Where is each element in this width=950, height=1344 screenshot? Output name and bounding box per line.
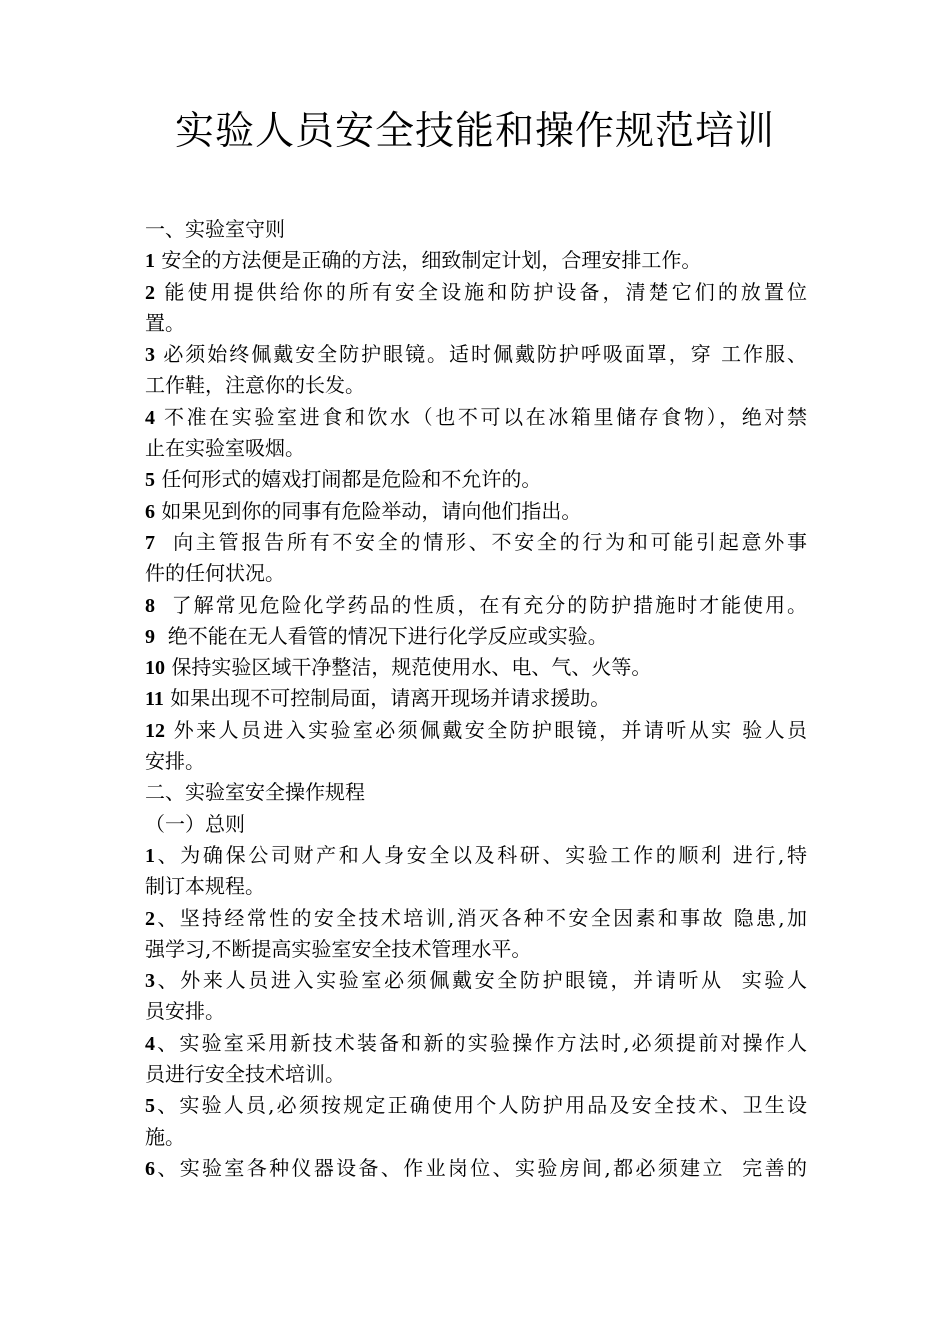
line-text: 、实验人员,必须按规定正确使用个人防护用品及安全技术、卫生设: [155, 1093, 807, 1118]
text-line: [145, 464, 807, 495]
document-title: 实验人员安全技能和操作规范培训: [174, 109, 775, 154]
line-text: 置。: [145, 310, 185, 335]
text-line: [145, 433, 807, 464]
item-number: 3: [145, 344, 155, 367]
item-number: 7: [145, 531, 155, 554]
text-line: [145, 777, 807, 808]
item-number: 12: [145, 719, 165, 742]
document-body: [145, 214, 807, 1184]
line-text: 件的任何状况。: [145, 561, 285, 586]
text-line: [145, 339, 807, 370]
text-line: [145, 370, 807, 401]
text-line: [145, 652, 807, 683]
text-line: [145, 590, 807, 621]
text-line: [145, 308, 807, 339]
item-number: 9: [145, 625, 155, 648]
text-line: [145, 558, 807, 589]
item-number: 11: [145, 688, 164, 711]
text-line: [145, 1153, 807, 1184]
text-line: [145, 840, 807, 871]
text-line: [145, 1090, 807, 1121]
line-text: 绝不能在无人看管的情况下进行化学反应或实验。: [155, 623, 608, 648]
line-text: 施。: [145, 1124, 185, 1149]
line-text: 强学习,不断提高实验室安全技术管理水平。: [145, 936, 532, 961]
text-line: [145, 746, 807, 777]
text-line: [145, 402, 807, 433]
line-text: 外来人员进入实验室必须佩戴安全防护眼镜，并请听从实 验人员: [165, 717, 807, 742]
item-number: 2: [145, 907, 155, 930]
text-line: [145, 965, 807, 996]
text-line: [145, 277, 807, 308]
item-number: 5: [145, 469, 155, 492]
line-text: 必须始终佩戴安全防护眼镜。适时佩戴防护呼吸面罩，穿 工作服、: [155, 342, 807, 367]
text-line: [145, 214, 807, 245]
text-line: [145, 934, 807, 965]
line-text: 如果见到你的同事有危险举动，请向他们指出。: [155, 498, 582, 523]
line-text: 员安排。: [145, 999, 225, 1024]
line-text: 能使用提供给你的所有安全设施和防护设备，清楚它们的放置位: [155, 279, 807, 304]
text-line: [145, 1059, 807, 1090]
text-line: [145, 871, 807, 902]
item-number: 1: [145, 250, 155, 273]
line-text: 、实验室采用新技术装备和新的实验操作方法时,必须提前对操作人: [155, 1030, 807, 1055]
item-number: 5: [145, 1095, 155, 1118]
text-line: [145, 1028, 807, 1059]
line-text: 不准在实验室进食和饮水（也不可以在冰箱里储存食物），绝对禁: [155, 404, 807, 429]
line-text: 一、实验室守则: [145, 217, 285, 241]
item-number: 3: [145, 970, 155, 993]
line-text: 二、实验室安全操作规程: [145, 780, 365, 805]
text-line: [145, 683, 807, 714]
line-text: （一）总则: [145, 811, 245, 836]
item-number: 10: [145, 657, 165, 680]
line-text: 制订本规程。: [145, 874, 265, 899]
item-number: 4: [145, 406, 155, 429]
item-number: 6: [145, 500, 155, 523]
item-number: 4: [145, 1032, 155, 1055]
line-text: 止在实验室吸烟。: [145, 436, 305, 461]
item-number: 8: [145, 594, 155, 617]
line-text: 安排。: [145, 749, 205, 774]
text-line: [145, 1122, 807, 1153]
line-text: 、实验室各种仪器设备、作业岗位、实验房间,都必须建立 完善的: [155, 1155, 807, 1180]
line-text: 保持实验区域干净整洁，规范使用水、电、气、火等。: [165, 655, 652, 680]
text-line: [145, 621, 807, 652]
line-text: 、坚持经常性的安全技术培训,消灭各种不安全因素和事故 隐患,加: [155, 905, 807, 930]
item-number: 1: [145, 844, 155, 867]
line-text: 员进行安全技术培训。: [145, 1062, 345, 1087]
text-line: [145, 496, 807, 527]
text-line: [145, 245, 807, 276]
line-text: 如果出现不可控制局面，请离开现场并请求援助。: [163, 686, 611, 711]
line-text: 、外来人员进入实验室必须佩戴安全防护眼镜，并请听从 实验人: [155, 968, 807, 993]
text-line: [145, 527, 807, 558]
text-line: [145, 809, 807, 840]
item-number: 6: [145, 1157, 155, 1180]
item-number: 2: [145, 281, 155, 304]
line-text: 向主管报告所有不安全的情形、不安全的行为和可能引起意外事: [155, 529, 807, 554]
line-text: 任何形式的嬉戏打闹都是危险和不允许的。: [155, 467, 542, 492]
line-text: 、为确保公司财产和人身安全以及科研、实验工作的顺利 进行,特: [155, 842, 807, 867]
text-line: [145, 903, 807, 934]
line-text: 了解常见危险化学药品的性质，在有充分的防护措施时才能使用。: [155, 592, 807, 617]
line-text: 安全的方法便是正确的方法，细致制定计划，合理安排工作。: [155, 248, 702, 273]
line-text: 工作鞋，注意你的长发。: [145, 373, 365, 398]
text-line: [145, 996, 807, 1027]
text-line: [145, 715, 807, 746]
